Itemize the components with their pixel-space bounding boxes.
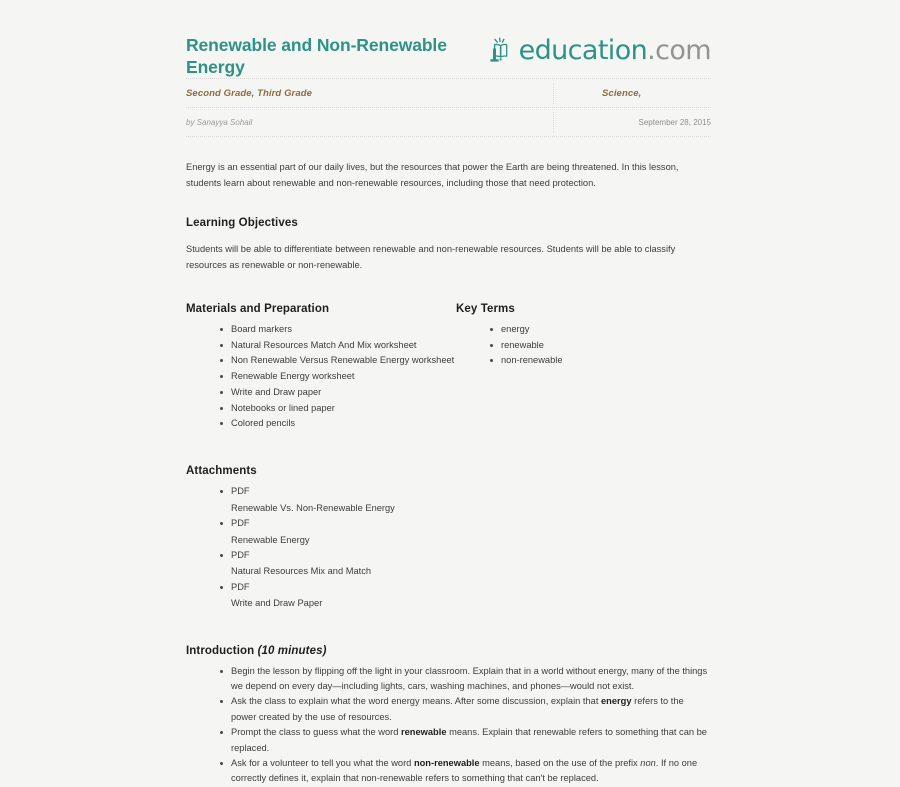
materials-section: [186, 303, 456, 431]
key-term-bold: renewable: [401, 727, 446, 737]
author-label[interactable]: by Sanayya Sohail: [186, 118, 252, 127]
text-run: Begin the lesson by flipping off the light in your classroom. Explain that in a world without energy, many of the things we depend on every day—including lights, cars, washing machines, and phones—would not exist.: [231, 666, 707, 691]
list-item: [220, 725, 711, 755]
list-item: Board markers: [220, 322, 456, 337]
attachments-section: [186, 465, 711, 611]
logo-word-education: education: [519, 35, 648, 66]
attachment-type: PDF: [231, 582, 250, 592]
attachment-type: PDF: [231, 518, 250, 528]
text-run: . If no one correctly defines it, explain that non-renewable refers to something that can't be replaced.: [231, 758, 697, 783]
list-item: non-renewable: [490, 353, 706, 368]
text-run: refers to the power created by the use of resources.: [231, 696, 684, 721]
text-run: Ask the class to explain what the word energy means. After some discussion, explain that: [231, 696, 601, 706]
document-content: [186, 30, 711, 787]
logo-word-dotcom: .com: [647, 35, 711, 66]
text-run: means. Explain that renewable refers to something that can be replaced.: [231, 727, 707, 752]
materials-keyterms-row: [186, 303, 711, 431]
list-item: Write and Draw paper: [220, 385, 456, 400]
attachment-item[interactable]: [220, 580, 711, 611]
introduction-list: [186, 664, 711, 787]
list-item: Natural Resources Match And Mix worksheet: [220, 338, 456, 353]
attachment-name[interactable]: Renewable Energy: [231, 533, 711, 548]
list-item: Colored pencils: [220, 416, 456, 431]
document-header: [186, 30, 711, 78]
introduction-heading-text: Introduction: [186, 645, 254, 657]
list-item: Notebooks or lined paper: [220, 401, 456, 416]
attachment-item[interactable]: [220, 516, 711, 547]
grade-level-label[interactable]: Second Grade, Third Grade: [186, 88, 312, 99]
materials-list: [186, 322, 456, 431]
list-item: energy: [490, 322, 706, 337]
lesson-summary: Energy is an essential part of our daily lives, but the resources that power the Earth are being threatened. In this lesson, students learn about renewable and non-renewable resources, including those that need protection.: [186, 160, 711, 191]
page-title: Renewable and Non-Renewable Energy: [186, 34, 486, 78]
attachment-name[interactable]: Renewable Vs. Non-Renewable Energy: [231, 501, 711, 516]
key-terms-section: [456, 303, 706, 369]
list-item: Non Renewable Versus Renewable Energy worksheet: [220, 353, 456, 368]
key-term-bold: non-renewable: [414, 758, 480, 768]
list-item: [220, 756, 711, 786]
list-item: renewable: [490, 338, 706, 353]
meta-vertical-divider-2: [553, 112, 554, 133]
attachment-item[interactable]: [220, 548, 711, 579]
education-com-logo[interactable]: [488, 36, 711, 66]
list-item: [220, 694, 711, 724]
key-terms-heading: Key Terms: [456, 303, 706, 315]
open-book-idea-icon: [488, 36, 518, 66]
key-term-bold: energy: [601, 696, 632, 706]
attachment-type: PDF: [231, 486, 250, 496]
attachments-list: [186, 484, 711, 611]
introduction-heading: [186, 645, 711, 657]
text-run: Prompt the class to guess what the word: [231, 727, 401, 737]
attachment-item[interactable]: [220, 484, 711, 515]
materials-heading: Materials and Preparation: [186, 303, 456, 315]
list-item: Renewable Energy worksheet: [220, 369, 456, 384]
key-term-italic: non: [640, 758, 656, 768]
attachment-name[interactable]: Natural Resources Mix and Match: [231, 564, 711, 579]
logo-wordmark: [519, 37, 711, 65]
attachments-heading: Attachments: [186, 465, 711, 477]
grade-subject-row: [186, 80, 711, 107]
header-divider-bottom: [186, 136, 711, 138]
text-run: means, based on the use of the prefix: [480, 758, 641, 768]
learning-objectives-text: Students will be able to differentiate between renewable and non-renewable resources. Students will be able to classify resources as renewable or non-renewable.: [186, 242, 711, 273]
subject-label[interactable]: Science,: [602, 88, 641, 99]
author-date-row: [186, 109, 711, 136]
meta-vertical-divider: [553, 83, 554, 104]
attachment-type: PDF: [231, 550, 250, 560]
introduction-duration: (10 minutes): [258, 645, 327, 657]
publish-date: September 28, 2015: [639, 118, 712, 127]
introduction-section: [186, 645, 711, 787]
list-item: [220, 664, 711, 694]
attachment-name[interactable]: Write and Draw Paper: [231, 596, 711, 611]
learning-objectives-heading: Learning Objectives: [186, 217, 711, 229]
text-run: Ask for a volunteer to tell you what the word: [231, 758, 414, 768]
key-terms-list: [456, 322, 706, 369]
learning-objectives-section: [186, 217, 711, 273]
